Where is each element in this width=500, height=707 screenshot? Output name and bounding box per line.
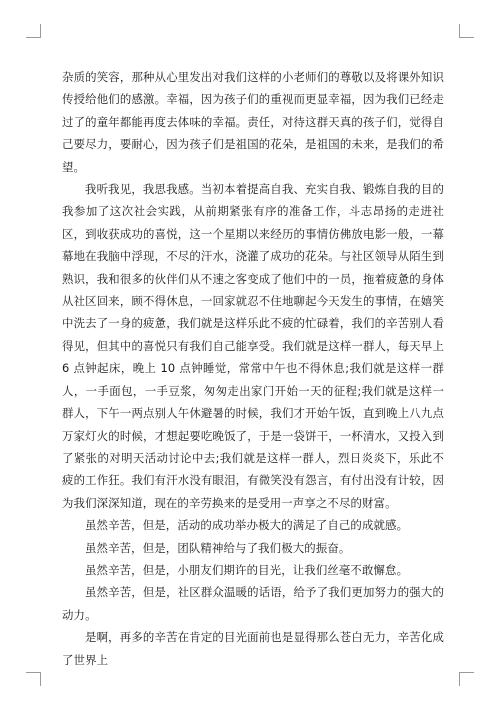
paragraph-3: 虽然辛苦，但是，活动的成功举办极大的满足了自己的成就感。 — [85, 518, 409, 533]
crop-mark-top-right-vertical — [459, 24, 460, 38]
paragraph-4: 虽然辛苦，但是，团队精神给与了我们极大的振奋。 — [85, 540, 351, 555]
crop-mark-bottom-right-vertical — [459, 672, 460, 686]
crop-mark-bottom-right-horizontal — [460, 672, 474, 673]
paragraph-7: 是啊，再多的辛苦在肯定的目光面前也是显得那么苍白无力，辛苦化成了世界上 — [62, 630, 444, 667]
crop-mark-top-left-horizontal — [26, 37, 40, 38]
crop-mark-top-left-vertical — [40, 24, 41, 38]
paragraph-6: 虽然辛苦，但是，社区群众温暖的话语，给予了我们更加努力的强大的动力。 — [62, 585, 444, 622]
crop-mark-bottom-left-horizontal — [26, 672, 40, 673]
paragraph-2: 我听我见，我思我感。当初本着提高自我、充实自我、锻炼自我的目的我参加了这次社会实践，从前期紧张有序的准备工作，斗志昂扬的走进社区，到收获成功的喜悦，这一个星期以来经历的事情仿佛放电影一般，一幕幕地在我脑中浮现，不尽的汗水，浇灌了成功的花朵。与社区领导从陌生到熟识，我和很多的伙伴们从不速之客变成了他们中的一员，拖着疲惫的身体从社区回来，顾不得休息，一回家就忍不住地聊起今天发生的事情，在嬉笑中洗去了一身的疲惫，我们就是这样乐此不疲的忙碌着，我们的辛苦别人看得见，但其中的喜悦只有我们自己能享受。我们就是这样一群人，每天早上 6 点钟起床，晚上 10 点钟睡觉，常常中午也不得休息;我们就是这样一群人，一手面包，一手豆浆，匆匆走出家门开始一天的征程;我们就是这样一群人，下午一两点别人午休避暑的时候，我们才开始午饭，直到晚上八九点万家灯火的时候，才想起要吃晚饭了，于是一袋饼干，一杯清水，又投入到了紧张的对明天活动讨论中去;我们就是这样一群人，烈日炎炎下，乐此不疲的工作狂。我们有汗水没有眼泪，有微笑没有怨言，有付出没有计较，因为我们深深知道，现在的辛劳换来的是受用一声享之不尽的财富。 — [62, 182, 444, 510]
crop-mark-bottom-left-vertical — [40, 672, 41, 686]
paragraph-1: 杂质的笑容，那种从心里发出对我们这样的小老师们的尊敬以及将课外知识传授给他们的感激。幸福，因为孩子们的重视而更显幸福，因为我们已经走过了的童年都能再度去体味的幸福。责任，对待这群天真的孩子们，觉得自己要尽力，要耐心，因为孩子们是祖国的花朵，是祖国的未来，是我们的希望。 — [62, 70, 444, 174]
document-body — [62, 66, 444, 671]
paragraph-5: 虽然辛苦，但是，小朋友们期许的目光，让我们丝毫不敢懈怠。 — [85, 562, 409, 577]
crop-mark-top-right-horizontal — [460, 37, 474, 38]
